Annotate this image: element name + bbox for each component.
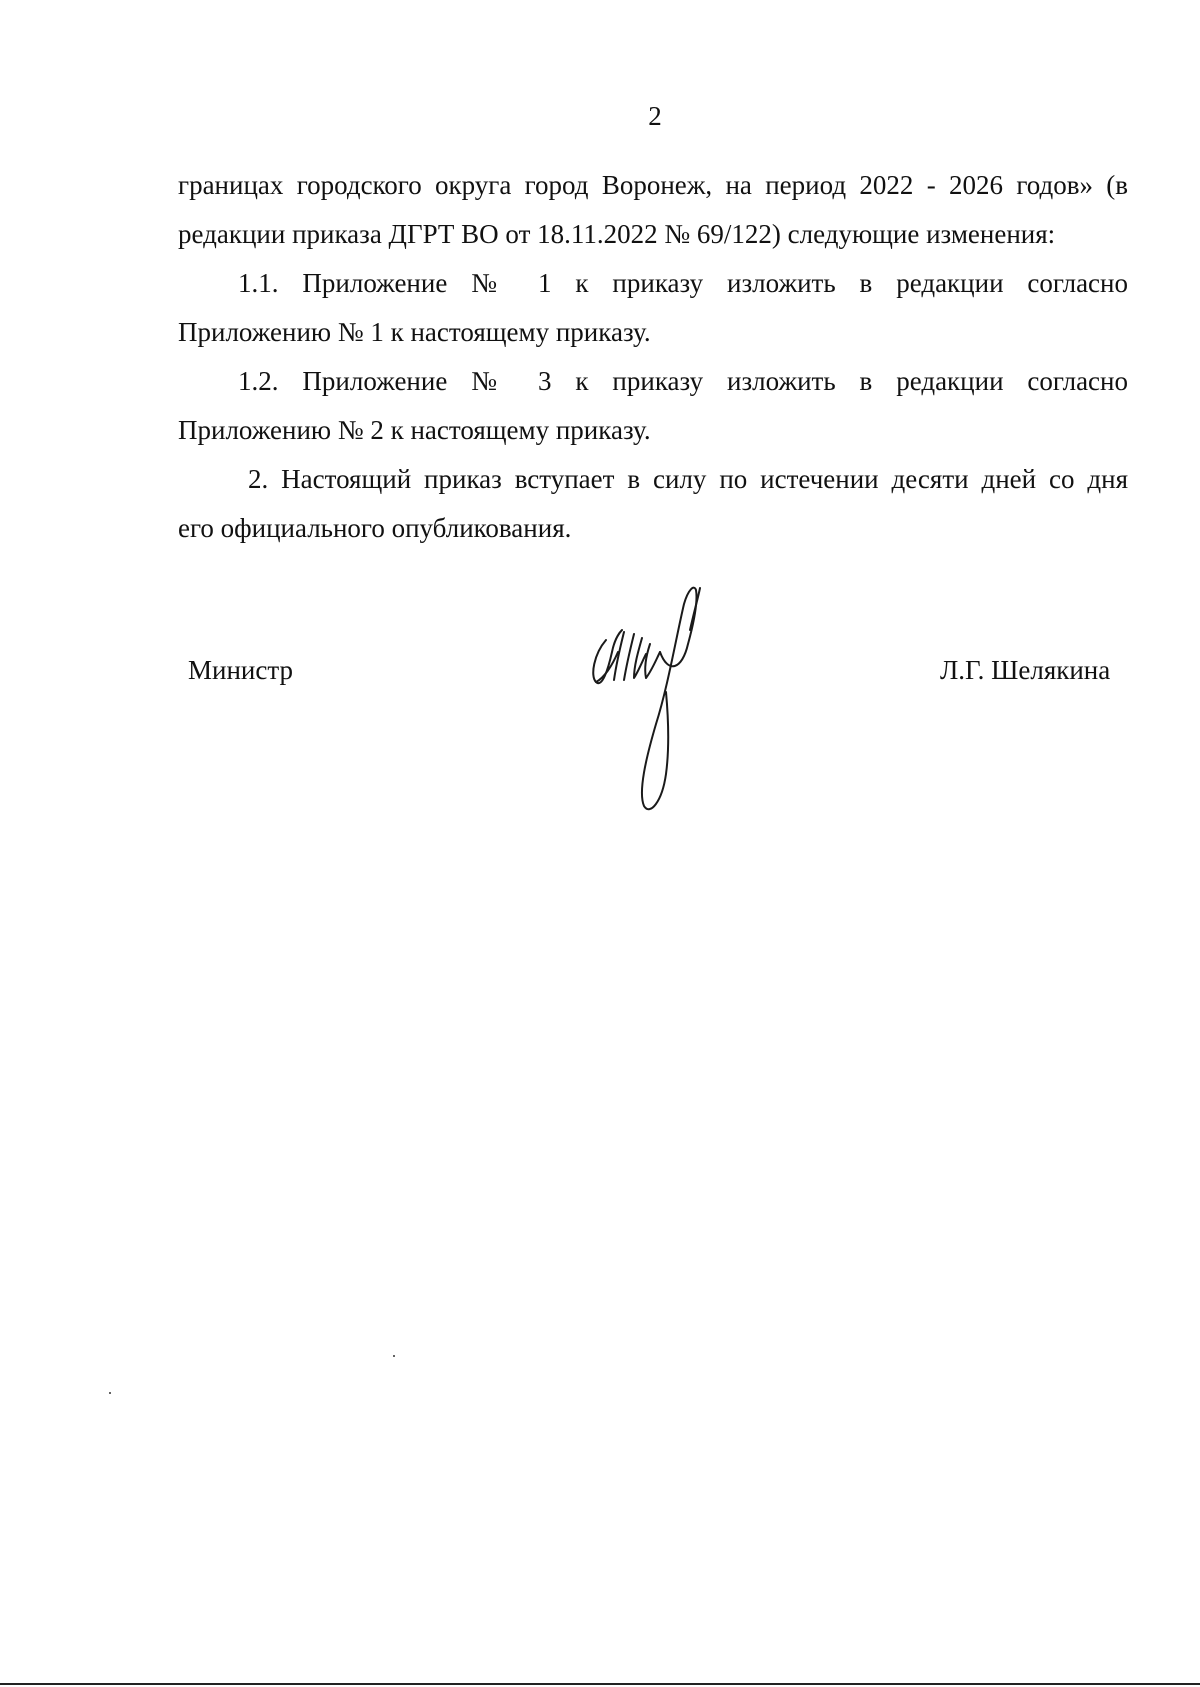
text-line: Приложению № 1 к настоящему приказу. [178, 317, 651, 347]
text-line: 1.1. Приложение № 1 к приказу изложить в редакции согласно [238, 268, 1128, 298]
text-line: его официального опубликования. [178, 513, 572, 543]
scan-edge-line [0, 1683, 1200, 1685]
paragraph-amendment-intro [178, 161, 1128, 259]
scan-speck [109, 1392, 111, 1394]
text-line: 1.2. Приложение № 3 к приказу изложить в редакции согласно [238, 366, 1128, 396]
signatory-name: Л.Г. Шелякина [940, 655, 1111, 685]
signature-strokes [593, 588, 700, 810]
signatory-title: Министр [188, 655, 293, 685]
page-number: 2 [648, 101, 662, 131]
text-line: 2. Настоящий приказ вступает в силу по истечении десяти дней со дня [248, 464, 1128, 494]
paragraph-item-1-2 [178, 357, 1128, 455]
scan-speck [393, 1355, 395, 1357]
text-line: границах городского округа город Воронеж, на период 2022 - 2026 годов» (в [178, 170, 1128, 200]
paragraph-item-1-1 [178, 259, 1128, 357]
text-line: Приложению № 2 к настоящему приказу. [178, 415, 651, 445]
paragraph-item-2 [178, 455, 1128, 553]
handwritten-signature [584, 582, 744, 812]
text-line: редакции приказа ДГРТ ВО от 18.11.2022 № 69/122) следующие изменения: [178, 219, 1056, 249]
